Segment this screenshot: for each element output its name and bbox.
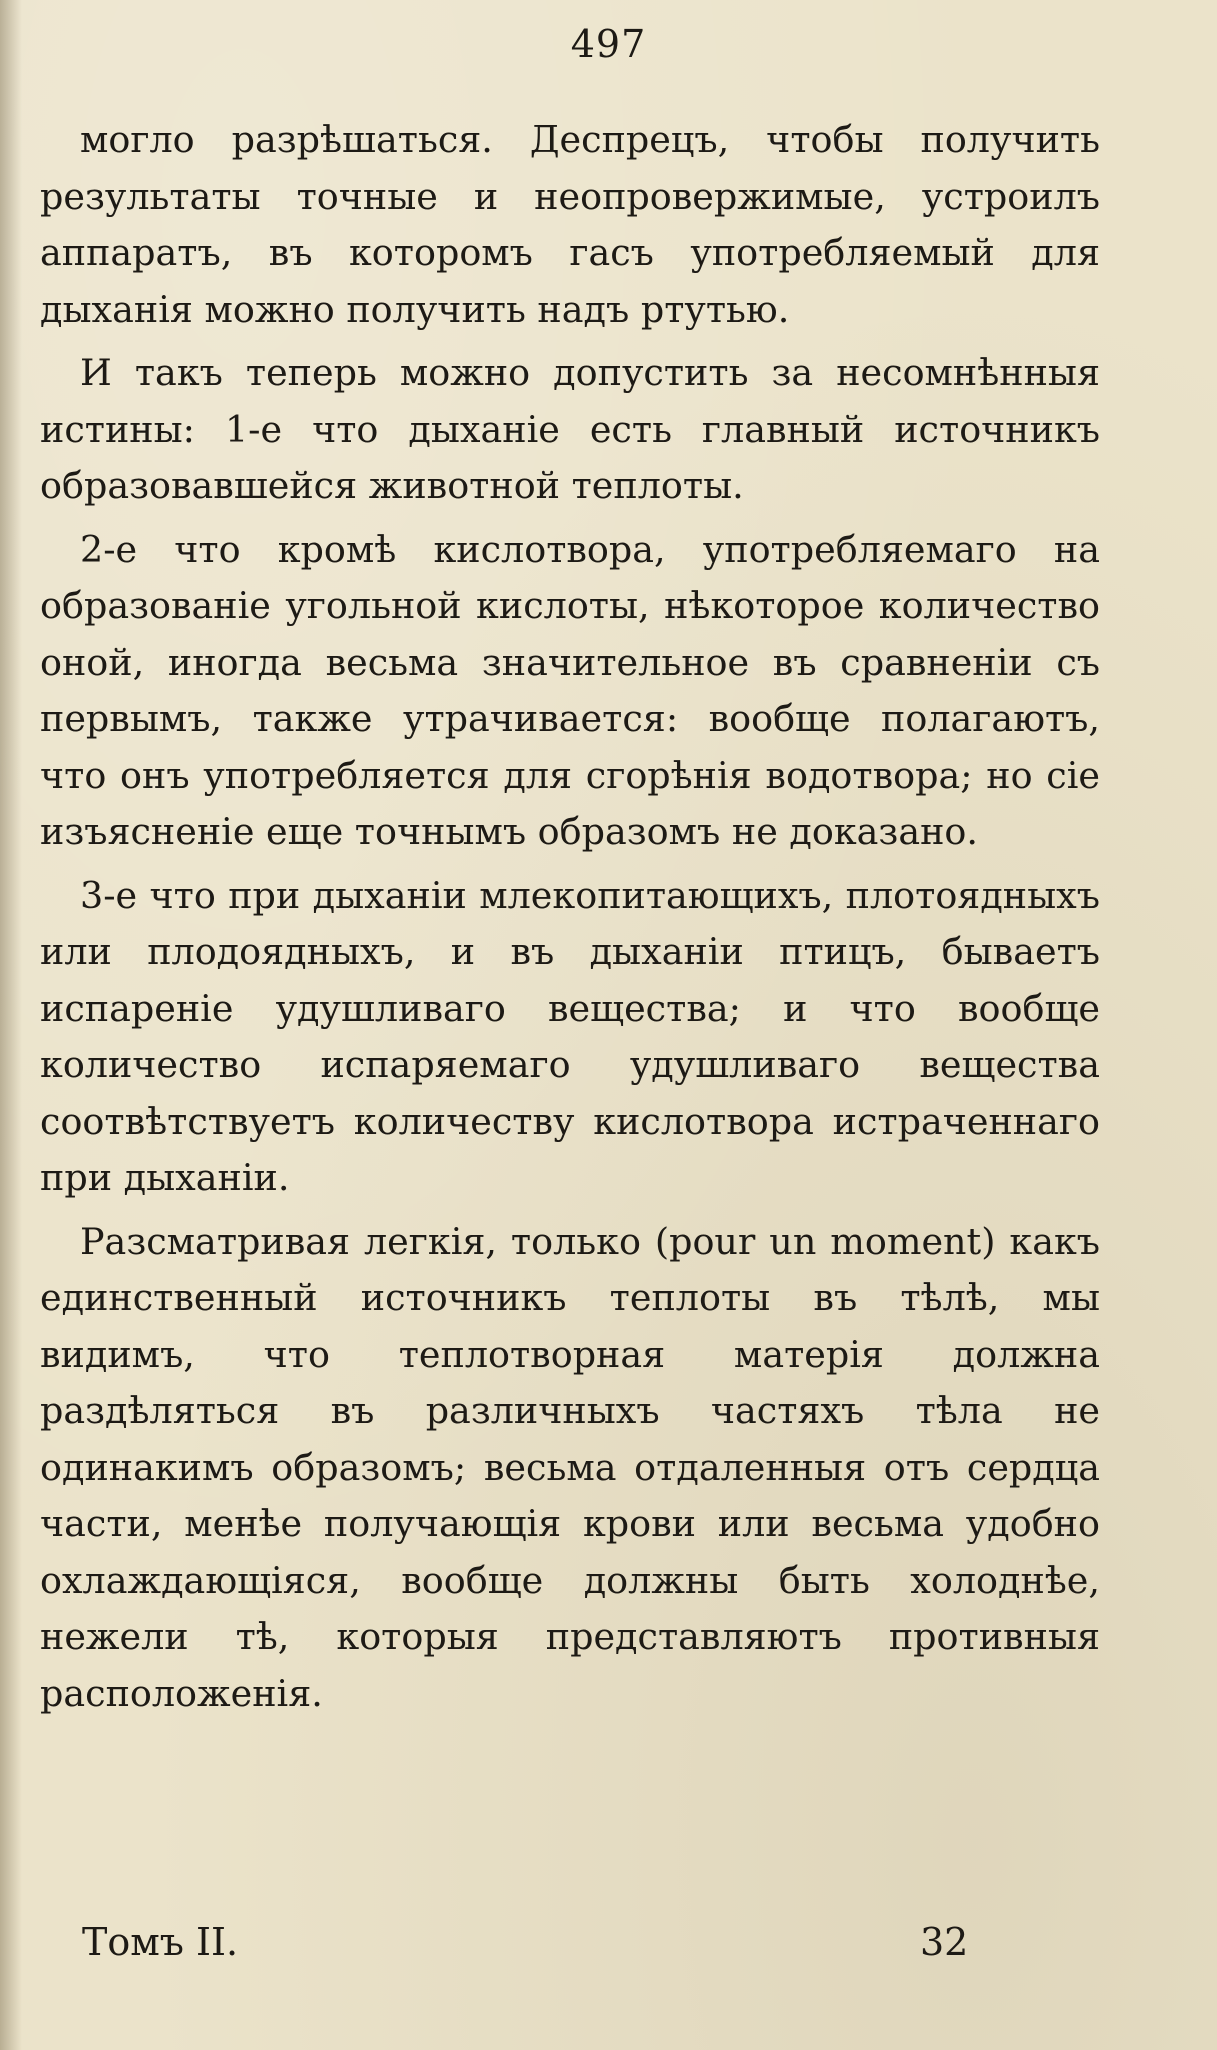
paragraph-3: 2-е что кромѣ кислотвора, употребляемаго на образованіе угольной кислоты, нѣкоторое количество оной, иногда весьма значительное въ сравненіи съ первымъ, также утрачивается: вообще полагаютъ, что онъ употребляется для сгорѣнія водотвора; но сіе изъясненіе еще точнымъ образомъ не доказано. [40, 527, 1100, 853]
paragraph-1: могло разрѣшаться. Деспрецъ, чтобы получить результаты точные и неопровержимые, устроилъ аппаратъ, въ которомъ гасъ употребляемый для дыханія можно получить надъ ртутью. [40, 118, 1100, 331]
signature-mark: 32 [920, 1920, 969, 1964]
page-number: 497 [570, 22, 647, 66]
body-text [40, 112, 1100, 1729]
volume-label: Томъ II. [82, 1920, 239, 1964]
paragraph-5: Разсматривая легкія, только (pour un moment) какъ единственный источникъ теплоты въ тѣлѣ, мы видимъ, что теплотворная матерія должна раздѣляться въ различныхъ частяхъ тѣла не одинакимъ образомъ; весьма отдаленныя отъ сердца части, менѣе получающія крови или весьма удобно охлаждающіяся, вообще должны быть холоднѣе, нежели тѣ, которыя представляютъ противныя расположенія. [40, 1219, 1100, 1715]
paragraph-2: И такъ теперь можно допустить за несомнѣнныя истины: 1-е что дыханіе есть главный источникъ образовавшейся животной теплоты. [40, 351, 1100, 507]
paragraph-4: 3-е что при дыханіи млекопитающихъ, плотоядныхъ или плодоядныхъ, и въ дыханіи птицъ, бываетъ испареніе удушливаго вещества; и что вообще количество испаряемаго удушливаго вещества соотвѣтствуетъ количеству кислотвора истраченнаго при дыханіи. [40, 873, 1100, 1199]
